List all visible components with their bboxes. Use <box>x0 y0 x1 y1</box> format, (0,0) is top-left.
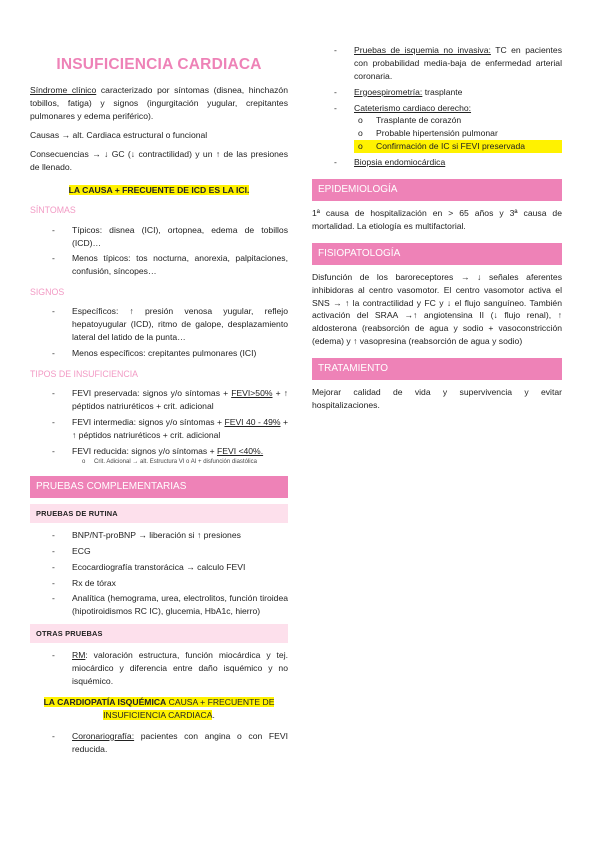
consequences-line: Consecuencias → ↓ GC (↓ contractilidad) y un ↑ de las presiones de llenado. <box>30 148 288 172</box>
rm-term: RM <box>72 650 86 661</box>
highlight-isquemia <box>30 696 288 722</box>
highlight-isquemia-period: . <box>212 709 215 720</box>
sub-item: o Probable hipertensión pulmonar <box>354 127 562 140</box>
corona-text: pacientes con angina o con FEVI reducida. <box>72 730 288 754</box>
list-item: - Rx de tórax <box>30 577 288 590</box>
highlight-cause-text: LA CAUSA + FRECUENTE DE ICD ES LA ICI. <box>68 184 250 195</box>
highlight-cause <box>30 184 288 197</box>
sintomas-heading: SÍNTOMAS <box>30 205 76 216</box>
tipos-heading: TIPOS DE INSUFICIENCIA <box>30 368 139 379</box>
list-item <box>30 445 288 466</box>
list-item <box>30 649 288 688</box>
sub-item: o Trasplante de corazón <box>354 114 562 127</box>
list-item: - BNP/NT-proBNP → liberación si ↑ presiones <box>30 529 288 542</box>
list-item: - Analítica (hemograma, urea, electrolitos, función tiroidea (hipotiroidismos RC IC), glucemia, HbA1c, hierro) <box>30 592 288 618</box>
highlight-isquemia-text: CAUSA + FRECUENTE DE INSUFICIENCIA CARDIACA <box>103 696 275 720</box>
list-item <box>312 44 562 83</box>
left-column <box>30 0 288 760</box>
pruebas-continued-list <box>312 44 562 169</box>
list-item <box>30 416 288 442</box>
tipo-text: FEVI reducida: signos y/o síntomas + <box>72 445 217 456</box>
sintomas-list <box>30 224 288 279</box>
tipos-list <box>30 387 288 466</box>
otras-heading: OTRAS PRUEBAS <box>30 624 288 643</box>
ergo-term: Ergoespirometría: <box>354 86 423 97</box>
list-item <box>312 156 562 169</box>
tipo-text: + ↑ péptidos natriuréticos + crit. adicional <box>72 416 288 440</box>
tipo-text: FEVI intermedia: signos y/o síntomas + <box>72 416 225 427</box>
list-item: - Menos típicos: tos nocturna, anorexia, palpitaciones, confusión, síncopes… <box>30 252 288 278</box>
corona-term: Coronariografía: <box>72 730 135 741</box>
tipo-fevi: FEVI>50% <box>231 388 273 399</box>
rutina-heading: PRUEBAS DE RUTINA <box>30 504 288 523</box>
definition-paragraph <box>30 84 288 123</box>
rutina-list <box>30 529 288 618</box>
signos-list <box>30 305 288 360</box>
tipo-note-list <box>72 458 288 466</box>
page-title: INSUFICIENCIA CARDIACA <box>56 56 262 73</box>
list-item: - Típicos: disnea (ICI), ortopnea, edema de tobillos (ICD)… <box>30 224 288 250</box>
pruebas-section-bar: PRUEBAS COMPLEMENTARIAS <box>30 476 288 498</box>
list-item: - Menos específicos: crepitantes pulmonares (ICI) <box>30 347 288 360</box>
causes-line: Causas → alt. Cardiaca estructural o funcional <box>30 129 208 140</box>
epidemiologia-bar: EPIDEMIOLOGÍA <box>312 179 562 201</box>
tratamiento-bar: TRATAMIENTO <box>312 358 562 380</box>
highlight-isquemia-term: LA CARDIOPATÍA ISQUÉMICA <box>43 696 167 707</box>
list-item <box>30 730 288 756</box>
list-item: - Específicos: ↑ presión venosa yugular, reflejo hepatoyugular (ICD), ritmo de galope, desplazamiento lateral del latido de la punta… <box>30 305 288 344</box>
definition-term: Síndrome clínico <box>30 85 97 96</box>
tipo-fevi: FEVI 40 - 49% <box>224 416 281 427</box>
fisiopatologia-bar: FISIOPATOLOGÍA <box>312 243 562 265</box>
epidemiologia-text: 1ª causa de hospitalización en > 65 años y 3ª causa de mortalidad. La etiología es multifactorial. <box>312 208 562 231</box>
ergo-text: trasplante <box>422 86 463 97</box>
isquemia-term: Pruebas de isquemia no invasiva: <box>354 45 491 55</box>
rm-text: : valoración estructura, función miocárdica y tej. miocárdico y diferencia entre daño isquémico y no isquémico. <box>72 650 288 687</box>
list-item <box>30 387 288 413</box>
isquemia-text: TC en pacientes con probabilidad media-baja de enfermedad arterial coronaria. <box>354 45 562 81</box>
list-item: - Ecocardiografía transtorácica → calculo FEVI <box>30 561 288 574</box>
cate-sublist <box>354 114 562 153</box>
tipo-fevi: FEVI <40%. <box>216 445 264 456</box>
otras-list <box>30 649 288 688</box>
tipo-text: FEVI preservada: signos y/o síntomas + <box>72 388 232 399</box>
tratamiento-text: Mejorar calidad de vida y supervivencia y evitar hospitalizaciones. <box>312 387 562 411</box>
cate-term: Cateterismo cardiaco derecho: <box>354 102 472 113</box>
biopsia-term: Biopsia endomiocárdica <box>354 157 446 168</box>
tipo-note: o Crit. Adicional → alt. Estructura VI o AI + disfunción diastólica <box>72 458 288 466</box>
corona-list <box>30 730 288 756</box>
list-item: - ECG <box>30 545 288 558</box>
list-item <box>312 86 562 99</box>
list-item <box>312 102 562 154</box>
fisiopatologia-text: Disfunción de los baroreceptores → ↓ señales aferentes inhibidoras al centro vasomotor. El centro vasomotor activa el SNS → ↑ la contractilidad y FC y ↓ el flujo sanguíneo. También activación del SRAA →↑ angiotensina II (↓ flujo renal), ↑ aldosterona (reabsorción de agua y sodio + vasoconstricción (edema) y ↑ vasopresina (reabsorción de agua y sodio) <box>312 271 562 347</box>
signos-heading: SIGNOS <box>30 287 65 298</box>
right-column <box>312 44 562 418</box>
tipo-text: + ↑ péptidos natriuréticos + crit. adicional <box>72 388 289 412</box>
sub-item: o Confirmación de IC si FEVI preservada <box>354 140 562 153</box>
definition-text: caracterizado por síntomas (disnea, hinchazón tobillos, fatiga) y signos (ingurgitación yugular, crepitantes pulmonares y edema periférico). <box>30 85 288 122</box>
